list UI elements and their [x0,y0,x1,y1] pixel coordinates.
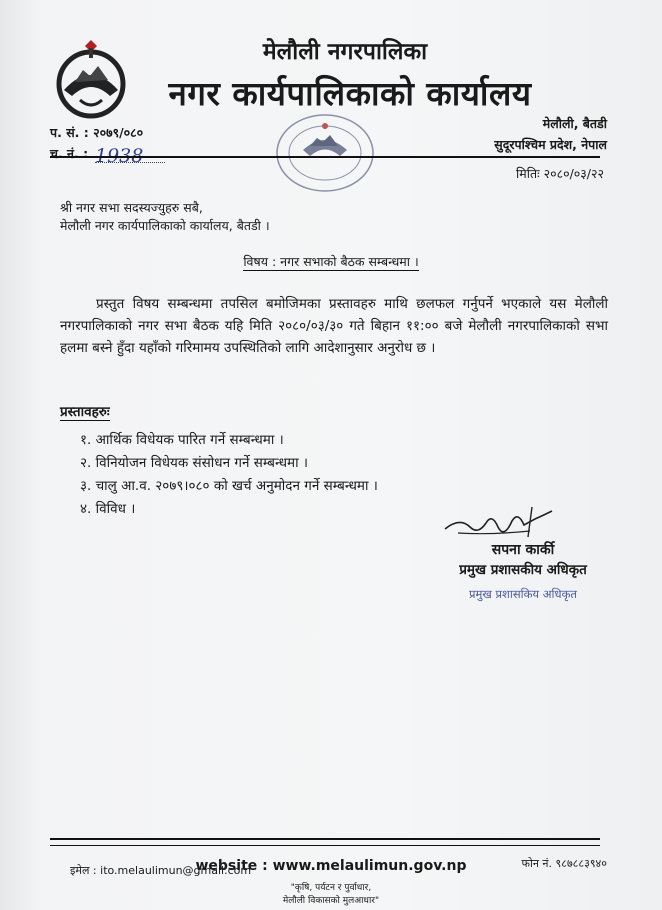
recipient-line-1: श्री नगर सभा सदस्यज्युहरु सबै, [60,200,203,215]
body-paragraph [60,293,608,359]
footer-website: website : www.melaulimun.gov.np [195,858,467,874]
nepal-emblem-icon [50,40,132,122]
body-text: प्रस्तुत विषय सम्बन्धमा तपसिल बमोजिमका प्रस्तावहरु माथि छलफल गर्नुपर्ने भएकाले यस मेलौली नगरपालिकाको नगर सभा बैठक यहि मिति २०८०/०३/३० गते बिहान ११:०० बजे मेलौली नगरपालिकाको सभा हलमा बस्ने हुँदा यहाँको गरिमामय उपस्थितिको लागि आदेशानुसार अनुरोध छ । [60,296,608,356]
office-seal-icon [270,108,380,198]
proposal-item: ३. चालु आ.व. २०७९।०८० को खर्च अनुमोदन गर्ने सम्बन्धमा । [80,478,378,494]
footer-rule-thin [50,845,600,846]
dispatch-number: 1938 [95,145,144,167]
subject-line [0,253,662,270]
footer-email: इमेल : ito.melaulimun@gmail.com [70,864,252,877]
proposals-title: प्रस्तावहरुः [60,404,110,420]
signatory-title: प्रमुख प्रशासकीय अधिकृत [459,562,587,578]
subject-text: विषय : नगर सभाको बैठक सम्बन्धमा । [243,254,419,269]
header-rule [50,156,600,158]
footer-phone: फोन नं. ९८७८८३९४० [521,857,607,870]
proposal-item: २. विनियोजन विधेयक संसोधन गर्ने सम्बन्धमा । [80,455,308,471]
recipient-line-2: मेलौली नगर कार्यपालिकाको कार्यालय, बैतडी । [60,218,270,233]
footer-tagline-2: मेलौली विकासको मुलआधार" [282,896,380,906]
reference-number: प. सं. : २०७९/०८० [50,125,144,140]
address-line-2: सुदूरपश्चिम प्रदेश, नेपाल [494,137,607,152]
signatory-stamp: प्रमुख प्रशासकिय अधिकृत [469,587,577,601]
proposal-item: १. आर्थिक विधेयक पारित गर्ने सम्बन्धमा । [80,432,284,448]
handwritten-signature [440,505,560,545]
address-line-1: मेलौली, बैतडी [542,116,607,131]
dispatch-label: च. नं. : [50,146,89,161]
footer-tagline-1: "कृषि, पर्यटन र पुर्वाधार, [290,883,372,893]
letter-date: मितिः २०८०/०३/२२ [516,166,604,181]
proposal-item: ४. विविध । [80,501,136,517]
signatory-name: सपना कार्की [491,542,555,558]
footer-rule-thick [50,838,600,840]
dispatch-underline [95,162,165,163]
org-name: मेलौली नगरपालिका [262,39,428,65]
office-name: नगर कार्यपालिकाको कार्यालय [168,74,532,113]
